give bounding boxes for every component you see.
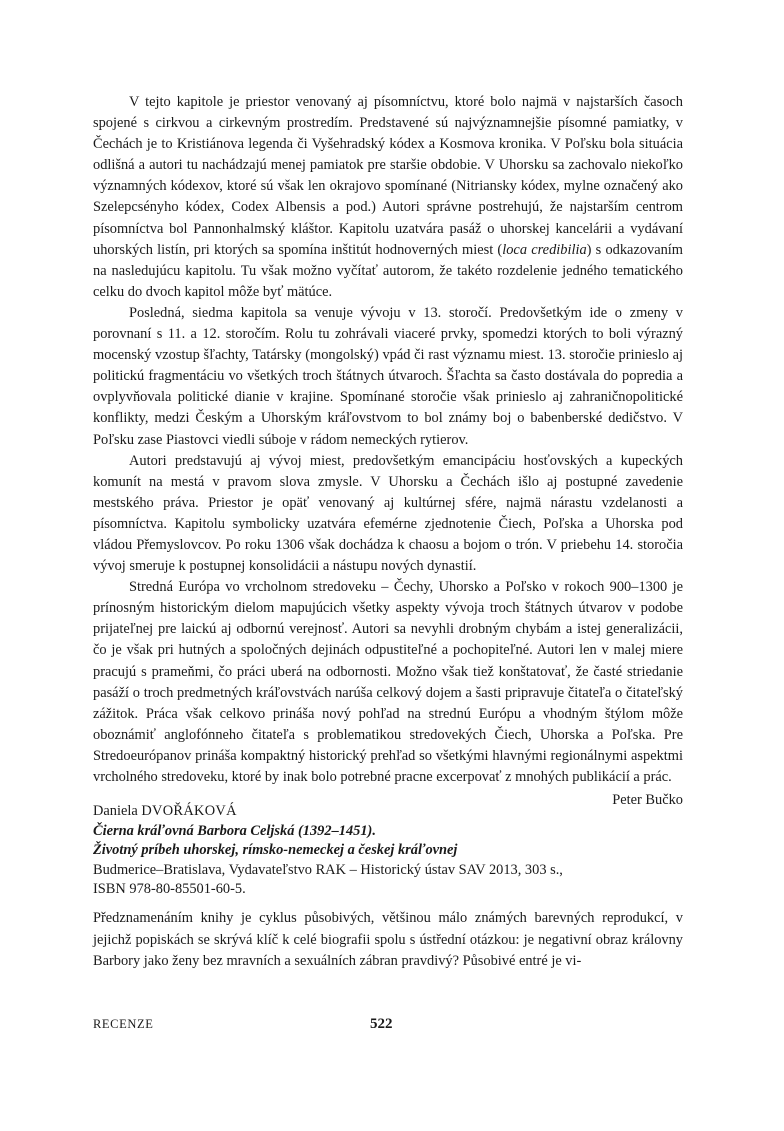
review-paragraph-2: Posledná, siedma kapitola sa venuje vývoju v 13. storočí. Predovšetkým ide o zmeny v porovnaní s 11. a 12. storočím. Rolu tu zohrávali viaceré prvky, spomedzi ktorých to boli výrazný mocenský vzostup šľachty, Tatársky (mongolský) vpád či rast významu miest. 13. storočie prinieslo aj politickú fragmentáciu vo všetkých troch štátnych útvaroch. Šľachta sa často dostávala do popredia a ovplyvňovala politické dianie v krajine. Spomínané storočie však prinieslo aj zahraničnopolitické konflikty, medzi Českým a Uhorským kráľovstvom to bol známy boj o babenberské dedičstvo. V Poľsku zase Piastovci viedli súboje v rádom nemeckých rytierov.	[93, 304, 683, 448]
book-title-line-1: Čierna kráľovná Barbora Celjská (1392–1451).	[93, 822, 376, 839]
page-footer	[93, 1017, 683, 1039]
book-publisher: Budmerice–Bratislava, Vydavateľstvo RAK – Historický ústav SAV 2013, 303 s.,	[93, 861, 563, 878]
review-paragraph-1-text: V tejto kapitole je priestor venovaný aj písomníctvu, ktoré bolo najmä v najstarších časoch spojené s cirkvou a cirkevným prostredím. Predstavené sú najvýznamnejšie písomné pamiatky, v Čechách je to Kristiánova legenda či Vyšehradský kódex a Kosmova kronika. V Poľsku bola situácia odlišná a autori tu nachádzajú menej pamiatok pre staršie obdobie. V Uhorsku sa zachovalo niekoľko významných kódexov, ktoré sú však len okrajovo spomínané (Nitriansky kódex, mylne označený ako Szelepcsényho kódex, Codex Albensis a pod.) Autori správne postrehujú, že najstarším centrom písomníctva bol Pannonhalmský kláštor. Kapitolu uzatvára pasáž o uhorskej kancelárii a vydávaní uhorských listín, pri ktorých sa spomína inštitút hodnoverných miest (	[93, 94, 683, 258]
review-signature: Peter Bučko	[612, 792, 683, 809]
book-citation	[93, 802, 683, 900]
review-paragraph-1	[93, 92, 683, 303]
page-number: 522	[370, 1016, 393, 1032]
book-title-line-2: Životný príbeh uhorskej, rímsko-nemeckej a českej kráľovnej	[93, 842, 458, 858]
book-author-first: Daniela	[93, 803, 138, 819]
book-author-last: DVOŘÁKOVÁ	[141, 803, 237, 819]
czech-review-paragraph: Předznamenáním knihy je cyklus působivých, většinou málo známých barevných reprodukcí, v jejichž popiskách se skrývá klíč k celé biografii spolu s ústřední otázkou: je negativní obraz královny Barbory jako ženy bez mravních a sexuálních zábran pravdivý? Působivé entré je vi-	[93, 910, 683, 970]
czech-review	[93, 908, 683, 973]
review-paragraph-1-tail: ) s odkazovaním na nasledujúcu kapitolu. Tu však možno vyčítať autorom, že takéto rozdelenie jedného tematického celku do dvoch kapitol môže byť mätúce.	[93, 241, 683, 300]
review-continuation	[93, 92, 683, 811]
review-paragraph-4: Stredná Európa vo vrcholnom stredoveku – Čechy, Uhorsko a Poľsko v rokoch 900–1300 je prínosným historickým dielom mapujúcich všetky aspekty vývoja troch štátnych útvarov v podobe prijateľnej pre laickú aj odbornú verejnosť. Autori sa nevyhli drobným chybám a istej generalizácii, čo je však pri hutných a spoločných dejinách odpustiteľné a pochopiteľné. Autori len v malej miere pracujú s prameňmi, čo práci uberá na odbornosti. Možno však tiež konštatovať, že časté striedanie pasáží o troch predmetných kráľovstvách narúša celkový dojem a šasti pripravuje čitateľa o čitateľský zážitok. Práca však celkovo prináša nový pohľad na strednú Európu a vhodným štýlom môže oboznámiť anglofónneho čitateľa s problematikou stredovekých Čiech, Uhorska a Poľska. Pre Stredoeurópanov prináša kompaktný historický prehľad so všetkými hlavnými regionálnymi aspektmi vrcholného stredoveku, ktoré by inak bolo potrebné pracne excerpovať z mnohých publikácií a prác.	[93, 579, 683, 785]
book-isbn: ISBN 978-80-85501-60-5.	[93, 881, 246, 897]
review-paragraph-1-italic: loca credibilia	[502, 241, 587, 258]
footer-section-label: RECENZE	[93, 1017, 154, 1031]
book-author	[93, 802, 683, 822]
review-paragraph-3: Autori predstavujú aj vývoj miest, predovšetkým emancipáciu hosťovských a kupeckých komunít na mestá v pravom slova zmysle. V Uhorsku a Čechách išlo aj postupné zavedenie mestského práva. Priestor je opäť venovaný aj kultúrnej sfére, najmä nárastu vzdelanosti a písomníctva. Kapitolu symbolicky uzatvára efemérne zjednotenie Čiech, Poľska a Uhorska pod vládou Přemyslovcov. Po roku 1306 však dochádza k chaosu a bojom o trón. V priebehu 14. storočia vývoj smeruje k postupnej konsolidácii a nástupu nových dynastií.	[93, 452, 683, 575]
